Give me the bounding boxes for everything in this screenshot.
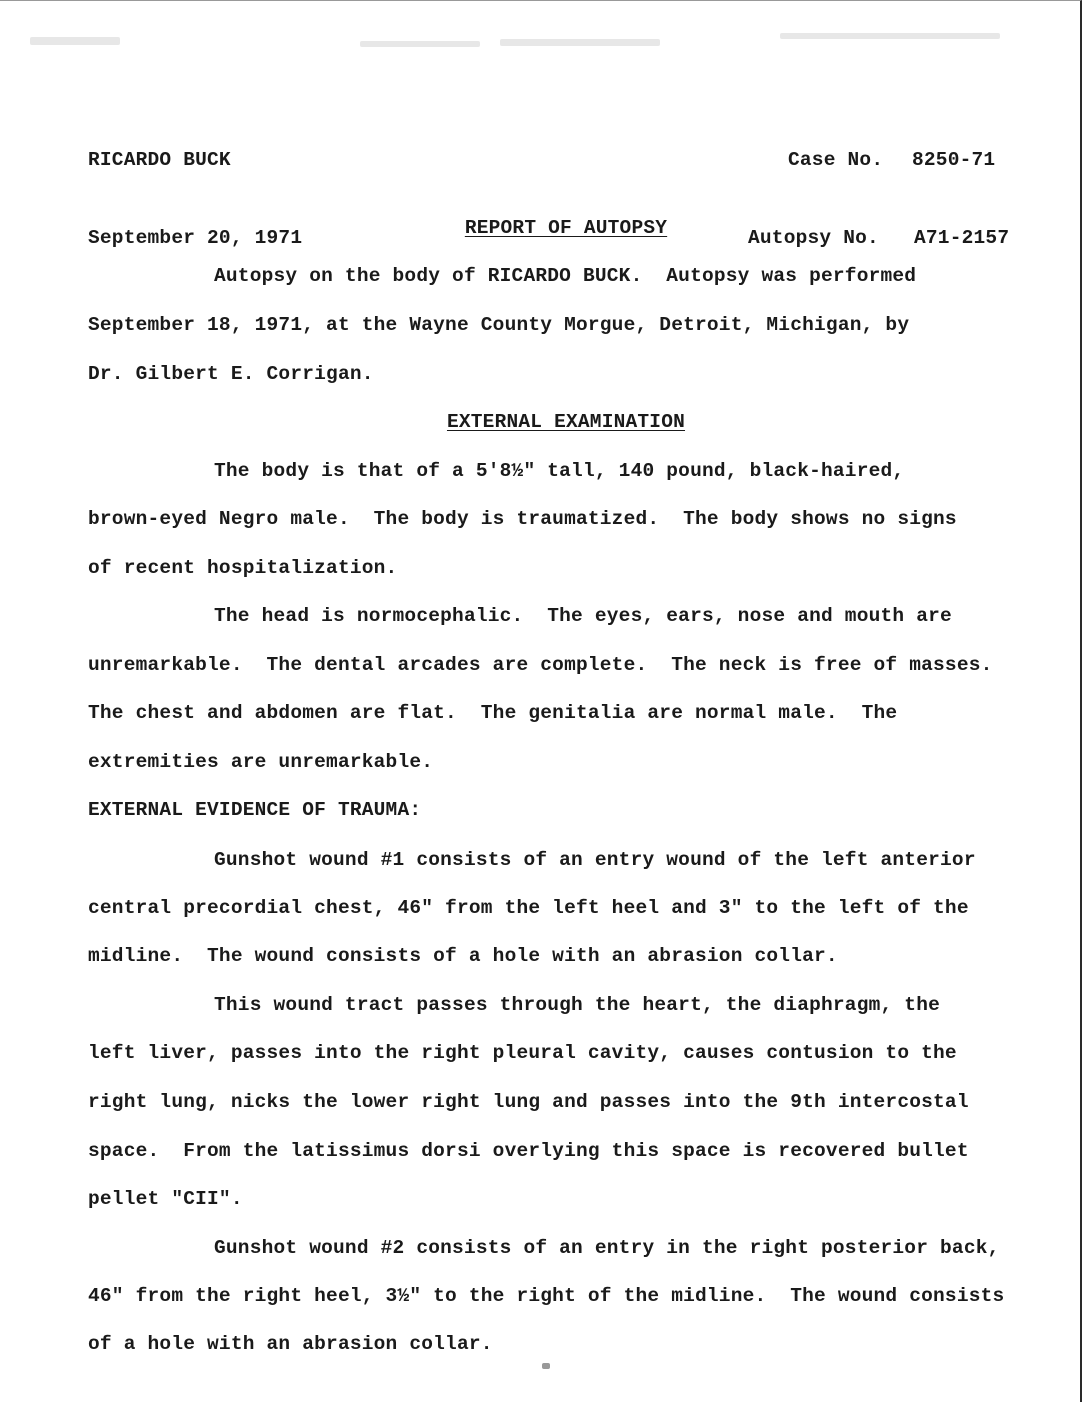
external-p2-line-1: The head is normocephalic. The eyes, ears, nose and mouth are <box>214 605 952 627</box>
case-value: 8250-71 <box>912 149 996 171</box>
intro-line-2: September 18, 1971, at the Wayne County Morgue, Detroit, Michigan, by <box>88 314 910 336</box>
gsw2-line-3: of a hole with an abrasion collar. <box>88 1333 493 1355</box>
trauma-heading: EXTERNAL EVIDENCE OF TRAUMA: <box>88 799 422 821</box>
external-exam-title: EXTERNAL EXAMINATION <box>446 411 686 433</box>
gsw2-line-1: Gunshot wound #2 consists of an entry in the right posterior back, <box>214 1237 1000 1259</box>
tract-line-5: pellet "CII". <box>88 1188 243 1210</box>
external-p2-line-3: The chest and abdomen are flat. The genitalia are normal male. The <box>88 702 898 724</box>
external-p1-line-1: The body is that of a 5'8½" tall, 140 pound, black-haired, <box>214 460 905 482</box>
intro-line-3: Dr. Gilbert E. Corrigan. <box>88 363 374 385</box>
external-p1-line-2: brown-eyed Negro male. The body is traumatized. The body shows no signs <box>88 508 957 530</box>
report-title: REPORT OF AUTOPSY <box>464 217 668 239</box>
gsw2-line-2: 46" from the right heel, 3½" to the right of the midline. The wound consists <box>88 1285 1005 1307</box>
scan-speck <box>542 1363 550 1369</box>
tract-line-4: space. From the latissimus dorsi overlying this space is recovered bullet <box>88 1140 969 1162</box>
external-p2-line-2: unremarkable. The dental arcades are complete. The neck is free of masses. <box>88 654 993 676</box>
scan-smudge <box>500 39 660 46</box>
autopsy-label: Autopsy No. <box>748 227 879 249</box>
report-date: September 20, 1971 <box>88 227 303 249</box>
tract-line-1: This wound tract passes through the heart, the diaphragm, the <box>214 994 941 1016</box>
intro-line-1: Autopsy on the body of RICARDO BUCK. Autopsy was performed <box>214 265 917 287</box>
autopsy-value: A71-2157 <box>914 227 1010 249</box>
scan-smudge <box>30 37 120 45</box>
external-p2-line-4: extremities are unremarkable. <box>88 751 434 773</box>
case-number-row <box>748 147 1009 173</box>
scan-smudge <box>780 33 1000 39</box>
external-p1-line-3: of recent hospitalization. <box>88 557 398 579</box>
gsw1-line-3: midline. The wound consists of a hole with an abrasion collar. <box>88 945 838 967</box>
tract-line-2: left liver, passes into the right pleural cavity, causes contusion to the <box>88 1042 957 1064</box>
gsw1-line-2: central precordial chest, 46" from the left heel and 3" to the left of the <box>88 897 969 919</box>
scan-smudge <box>360 41 480 47</box>
case-label: Case No. <box>788 149 884 171</box>
gsw1-line-1: Gunshot wound #1 consists of an entry wound of the left anterior <box>214 849 976 871</box>
patient-name: RICARDO BUCK <box>88 149 231 171</box>
tract-line-3: right lung, nicks the lower right lung and passes into the 9th intercostal <box>88 1091 969 1113</box>
